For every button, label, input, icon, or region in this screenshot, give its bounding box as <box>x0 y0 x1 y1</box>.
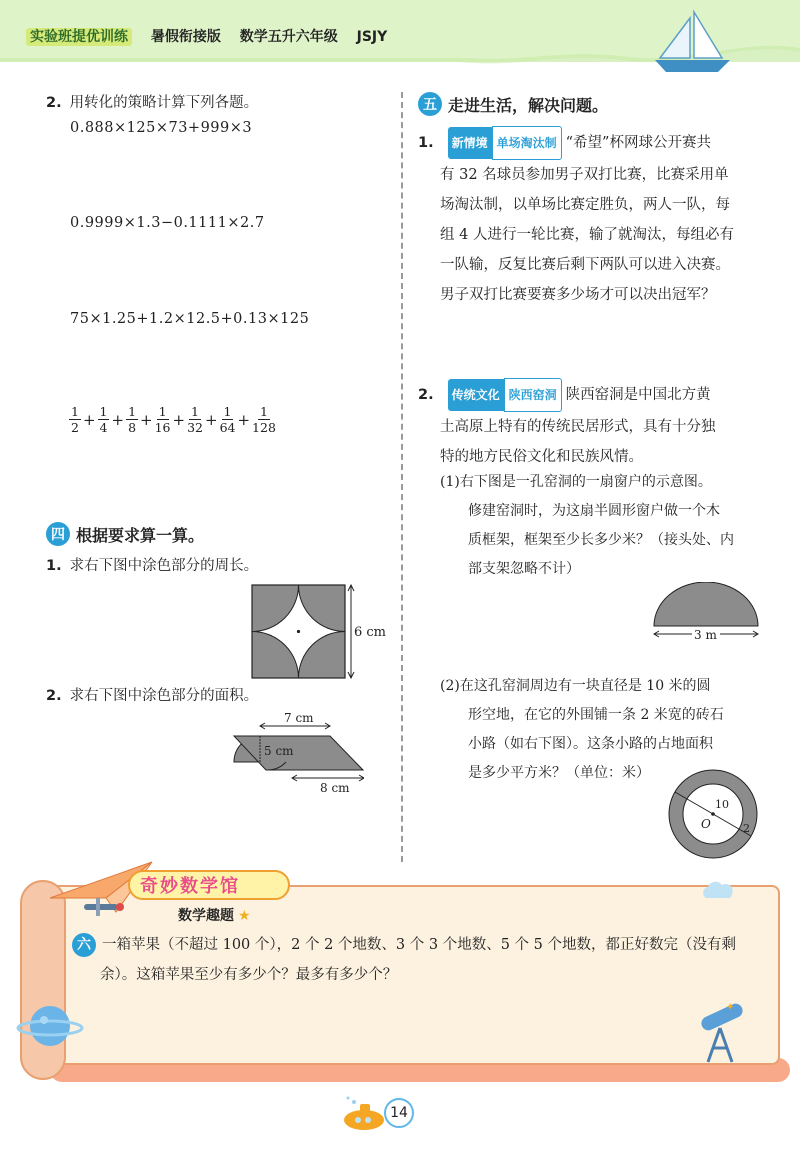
problem-1: 1. 新情境 单场淘汰制 “希望”杯网球公开赛共 有 32 名球员参加男子双打比赛，比赛采用单 场淘汰制，以单场比赛定胜负，两人一队，每 组 4 人进行一轮比赛，输了就淘汰，每组必有 一队输，反复比赛后剩下两队可以进入决赛。 男子双打比赛要赛多少场才可以决出冠军？ <box>418 126 734 310</box>
telescope-icon <box>690 1000 760 1066</box>
section-badge: 四 <box>46 522 70 546</box>
planet-icon <box>16 996 86 1056</box>
square-arcs-figure <box>250 583 400 683</box>
ring-path-figure <box>665 768 765 864</box>
trapezoid-semicircle-figure <box>224 708 364 794</box>
fraction: $\frac{1}{8}$ <box>128 404 137 435</box>
path-width-label: 2 <box>743 822 750 835</box>
section-4-heading <box>46 522 204 546</box>
biplane-icon <box>78 896 128 918</box>
tag-topic: 单场淘汰制 <box>492 126 562 160</box>
expression-1: 0.888×125×73+999×3 <box>70 120 253 136</box>
fraction: $\frac{1}{2}$ <box>71 404 79 435</box>
subject-label: 数学五升六年级 <box>239 29 338 45</box>
problem-2: 2. 传统文化 陕西窑洞 陕西窑洞是中国北方黄 土高原上特有的传统民居形式，具有十分独 特的地方民俗文化和民族风情。 <box>418 378 716 472</box>
tag-topic: 陕西窑洞 <box>504 378 562 412</box>
fraction: $\frac{1}{4}$ <box>99 404 108 435</box>
cloud-icon <box>700 880 736 902</box>
series-brand: 实验班提优训练 <box>26 28 132 46</box>
publisher-code: JSJY <box>356 29 388 45</box>
question-number: 2. <box>46 95 62 111</box>
svg-text:✦: ✦ <box>726 1002 735 1013</box>
expression-2: 0.9999×1.3−0.1111×2.7 <box>70 215 265 231</box>
question-prompt: 用转化的策略计算下列各题。 <box>69 95 259 111</box>
section-5-heading <box>418 92 608 116</box>
fraction: $\frac{1}{16}$ <box>154 404 171 435</box>
svg-text:5 cm: 5 cm <box>264 744 294 758</box>
tag-culture: 传统文化 <box>448 379 504 411</box>
section-4-question-1: 1. 求右下图中涂色部分的周长。 <box>46 558 259 574</box>
problem-2-part-1: (1)右下图是一孔窑洞的一扇窗户的示意图。 修建窑洞时，为这扇半圆形窗户做一个木 质框架，框架至少长多少米？（接头处、内 部支架忽略不计） <box>440 474 734 577</box>
svg-text:8 cm: 8 cm <box>320 781 350 794</box>
expression-3: 75×1.25+1.2×12.5+0.13×125 <box>70 311 310 327</box>
page-number: 14 <box>384 1098 414 1128</box>
inner-radius-label: 10 <box>715 798 729 811</box>
fraction: $\frac{1}{64}$ <box>219 404 236 435</box>
side-length-label: 6 cm <box>354 625 387 640</box>
fraction: $\frac{1}{128}$ <box>252 404 276 435</box>
submarine-icon <box>340 1094 388 1136</box>
fun-title: 奇妙数学馆 <box>140 876 240 897</box>
problem-2-part-2: (2)在这孔窑洞周边有一块直径是 10 米的圆 形空地，在它的外围铺一条 2 米宽的砖石 小路（如右下图）。这条小路的占地面积 是多少平方米？（单位：米） <box>440 678 724 781</box>
section-title: 走进生活，解决问题。 <box>448 95 609 115</box>
section-title: 根据要求算一算。 <box>76 525 205 545</box>
fun-subtitle: 数学趣题 ★ <box>178 908 251 924</box>
fraction: $\frac{1}{32}$ <box>187 404 203 435</box>
section-4-question-2: 2. 求右下图中涂色部分的面积。 <box>46 688 259 704</box>
column-divider <box>401 92 403 862</box>
star-icon: ★ <box>238 908 251 924</box>
window-width-label: 3 m <box>694 628 717 642</box>
svg-text:7 cm: 7 cm <box>284 711 314 725</box>
tag-new-context: 新情境 <box>448 127 492 159</box>
left-question-2 <box>46 90 258 116</box>
fun-problem: 六 一箱苹果（不超过 100 个），2 个 2 个地数、3 个 3 个地数、5 个 5 个地数，都正好数完（没有剩 余）。这箱苹果至少有多少个？最多有多少个？ <box>72 930 762 990</box>
section-badge: 六 <box>72 933 96 957</box>
edition-label: 暑假衔接版 <box>150 29 221 45</box>
header-title <box>26 26 401 46</box>
semicircle-window-figure <box>650 582 762 644</box>
fraction-series: $\frac{1}{2}$ + $\frac{1}{4}$ + $\frac{1}{8}$ + $\frac{1}{16}$ + $\frac{1}{32}$ + $\frac{1}{64}$ + $\frac{1}{128}$ <box>71 404 276 435</box>
section-badge: 五 <box>418 92 442 116</box>
center-label: O <box>701 817 711 831</box>
